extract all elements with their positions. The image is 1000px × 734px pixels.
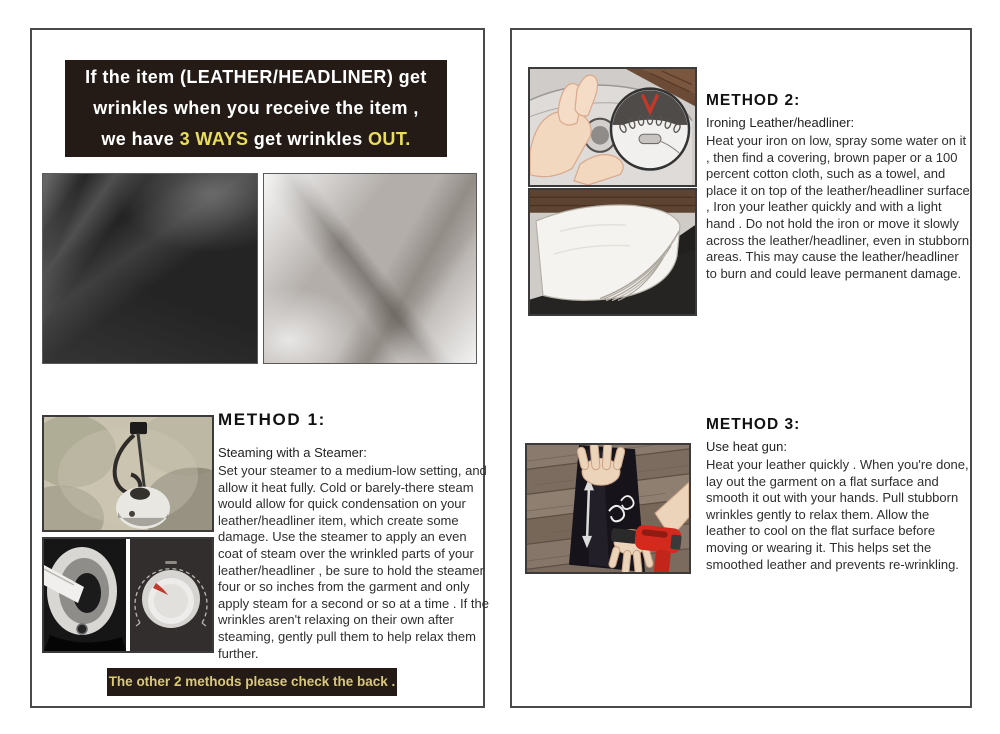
wrinkled-leather-photo	[42, 173, 258, 364]
steamer-tank-and-dial-photo	[42, 537, 214, 653]
method2-heading: METHOD 2:	[706, 92, 801, 109]
method3-subtitle: Use heat gun:	[706, 439, 787, 454]
method3-section	[706, 416, 972, 573]
method1-subtitle: Steaming with a Steamer:	[218, 445, 367, 460]
method1-body: Set your steamer to a medium-low setting, and allow it heat fully. Cold or barely-there steam would allow for quick condensation on your leather/headliner item, which create some damage. Use the steamer to apply an even coat of steam over the wrinkled parts of your leather/headliner , be sure to hold the steamer four or so inches from the garment and only apply steam for a second or so at a time . If the wrinkles aren't relaxing on their own after steaming, gently pull them to help relax them further.	[218, 463, 489, 661]
method2-subtitle: Ironing Leather/headliner:	[706, 115, 855, 130]
method3-body: Heat your leather quickly . When you're done, lay out the garment on a flat surface and smooth it out with your hands. Pull stubborn wrinkles gently to relax them. Allow the leather to cool on the flat surface before moving or wearing it. This helps set the smoothed leather and prevents re-wrinkling.	[706, 457, 969, 572]
right-page-panel	[510, 28, 972, 708]
banner-highlight-out: OUT.	[368, 129, 411, 149]
steamer-illustration	[44, 417, 212, 530]
method1-heading: METHOD 1:	[218, 410, 326, 429]
white-cotton-towel-illustration	[528, 188, 697, 316]
left-page-panel	[30, 28, 489, 708]
towel-drawing	[530, 190, 695, 314]
heat-gun-illustration	[527, 445, 689, 572]
banner-line-1: If the item (LEATHER/HEADLINER) get	[85, 67, 427, 87]
garment-steamer-photo	[42, 415, 214, 532]
footer-note-banner: The other 2 methods please check the back .	[107, 668, 397, 696]
method3-heading: METHOD 3:	[706, 416, 801, 433]
steamer-detail-illustration	[44, 539, 212, 651]
method2-body: Heat your iron on low, spray some water on it , then find a covering, brown paper or a 100 percent cotton cloth, such as a towel, and place it on top of the leather/headliner surface , Iron your leather quickly and with a light hand . Do not hold the iron or move it slowly across the leather/headliner, even in stubborn areas. This may cause the leather/headliner to burn and could leave permanent damage.	[706, 133, 970, 281]
header-banner	[65, 60, 447, 157]
banner-line-2: wrinkles when you receive the item ,	[93, 98, 419, 118]
hands-with-heat-gun-photo	[525, 443, 691, 574]
banner-highlight-3ways: 3 WAYS	[179, 129, 249, 149]
banner-line-3: we have 3 WAYS get wrinkles OUT.	[101, 129, 411, 149]
method2-section	[706, 92, 972, 282]
method1-section	[218, 410, 490, 662]
iron-low-setting-illustration	[528, 67, 697, 187]
wrinkled-headliner-photo	[263, 173, 477, 364]
iron-dial-drawing	[530, 69, 695, 185]
